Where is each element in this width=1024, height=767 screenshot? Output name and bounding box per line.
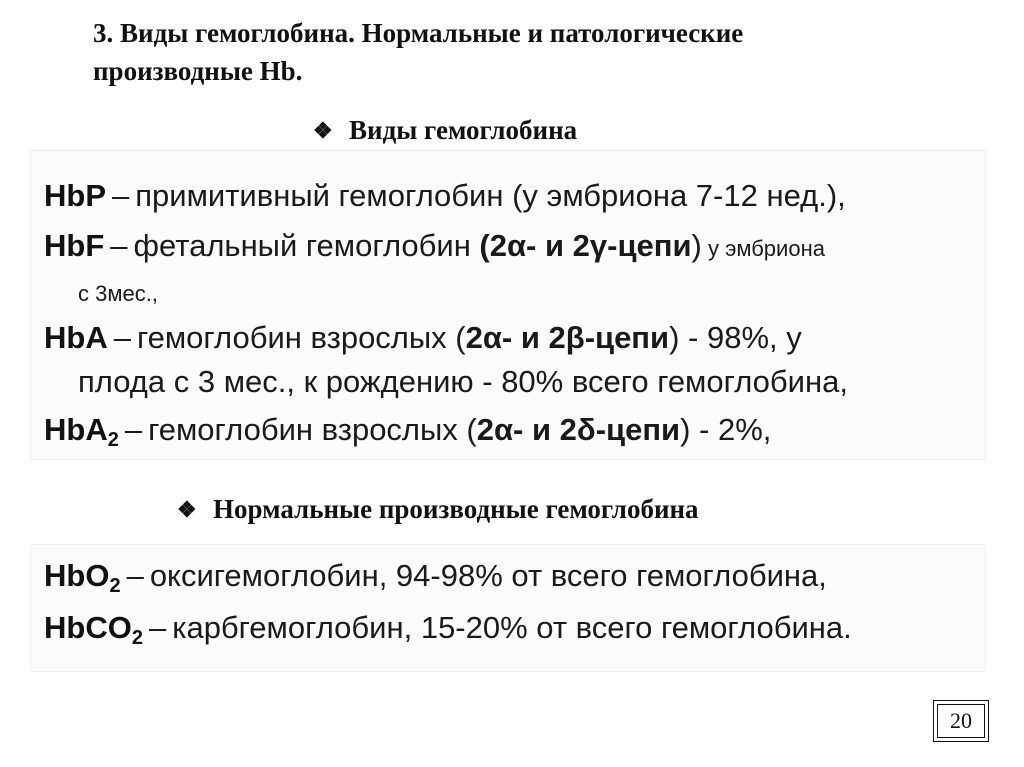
entry-dash: – bbox=[126, 558, 144, 593]
entry-hbo2-subscript: 2 bbox=[109, 575, 121, 597]
slide-title-line-1: 3. Виды гемоглобина. Нормальные и патологические bbox=[93, 18, 744, 48]
entry-hbf-continuation-text: с 3мес., bbox=[78, 281, 158, 306]
entry-hbf-chains: (2α- и 2γ-цепи bbox=[479, 228, 692, 263]
section-heading-types-label: Виды гемоглобина bbox=[349, 115, 578, 145]
entry-hbf-text-after: у эмбриона bbox=[701, 236, 825, 261]
entry-hbp-text: примитивный гемоглобин (у эмбриона 7-12 нед.), bbox=[135, 178, 846, 213]
entry-hbo2 bbox=[44, 558, 827, 597]
entry-hbco2-subscript: 2 bbox=[131, 627, 143, 649]
entry-hba-abbr: HbA bbox=[44, 320, 108, 355]
entry-hbf-abbr: HbF bbox=[44, 228, 105, 263]
entry-dash: – bbox=[124, 412, 143, 447]
entry-dash: – bbox=[112, 178, 130, 213]
entry-hba2-abbr-text: HbA bbox=[44, 412, 108, 447]
entry-hba2-abbr bbox=[44, 412, 119, 451]
entry-hbo2-abbr bbox=[44, 558, 121, 597]
page-number: 20 bbox=[950, 708, 972, 733]
page-number-inner-frame bbox=[937, 704, 985, 738]
entry-hba-continuation bbox=[78, 364, 848, 400]
entry-hba-continuation-text: плода с 3 мес., к рождению - 80% всего гемоглобина, bbox=[78, 364, 848, 399]
entry-hbp-abbr: HbP bbox=[44, 178, 106, 213]
slide-title bbox=[93, 14, 953, 90]
entry-hba2 bbox=[44, 412, 772, 451]
entry-hba2-text: гемоглобин взрослых ( bbox=[148, 412, 477, 447]
entry-hba-text: гемоглобин взрослых ( bbox=[136, 320, 466, 355]
entry-dash: – bbox=[148, 610, 167, 645]
entry-hbf-paren: ) bbox=[691, 228, 702, 263]
entry-hbco2-text: карбгемоглобин, 15-20% от всего гемоглобина. bbox=[172, 610, 852, 645]
entry-hbo2-abbr-text: HbO bbox=[44, 558, 110, 593]
entry-hba bbox=[44, 320, 802, 356]
slide-title-line-2: производные Hb. bbox=[93, 56, 303, 86]
page-number-box bbox=[933, 700, 989, 742]
entry-hbp bbox=[44, 178, 846, 214]
entry-dash: – bbox=[113, 320, 131, 355]
diamond-bullet-icon: ❖ bbox=[313, 118, 333, 143]
section-heading-derivatives bbox=[177, 493, 699, 526]
entry-dash: – bbox=[110, 228, 128, 263]
entry-hbo2-text: оксигемоглобин, 94-98% от всего гемоглобина, bbox=[149, 558, 827, 593]
entry-hbf-text: фетальный гемоглобин bbox=[133, 228, 480, 263]
entry-hbf-continuation bbox=[78, 273, 158, 312]
entry-hba2-subscript: 2 bbox=[107, 429, 119, 451]
diamond-bullet-icon: ❖ bbox=[177, 497, 197, 522]
entry-hbf bbox=[44, 228, 825, 267]
entry-hba2-text-after: ) - 2%, bbox=[680, 412, 772, 447]
entry-hba-text-after: ) - 98%, у bbox=[669, 320, 802, 355]
entry-hbco2-abbr bbox=[44, 610, 143, 649]
entry-hbco2 bbox=[44, 610, 852, 649]
entry-hba-chains: 2α- и 2β-цепи bbox=[465, 320, 670, 355]
entry-hbco2-abbr-text: HbCO bbox=[44, 610, 132, 645]
section-heading-types bbox=[313, 114, 577, 147]
section-heading-derivatives-label: Нормальные производные гемоглобина bbox=[213, 494, 699, 524]
entry-hba2-chains: 2α- и 2δ-цепи bbox=[476, 412, 681, 447]
